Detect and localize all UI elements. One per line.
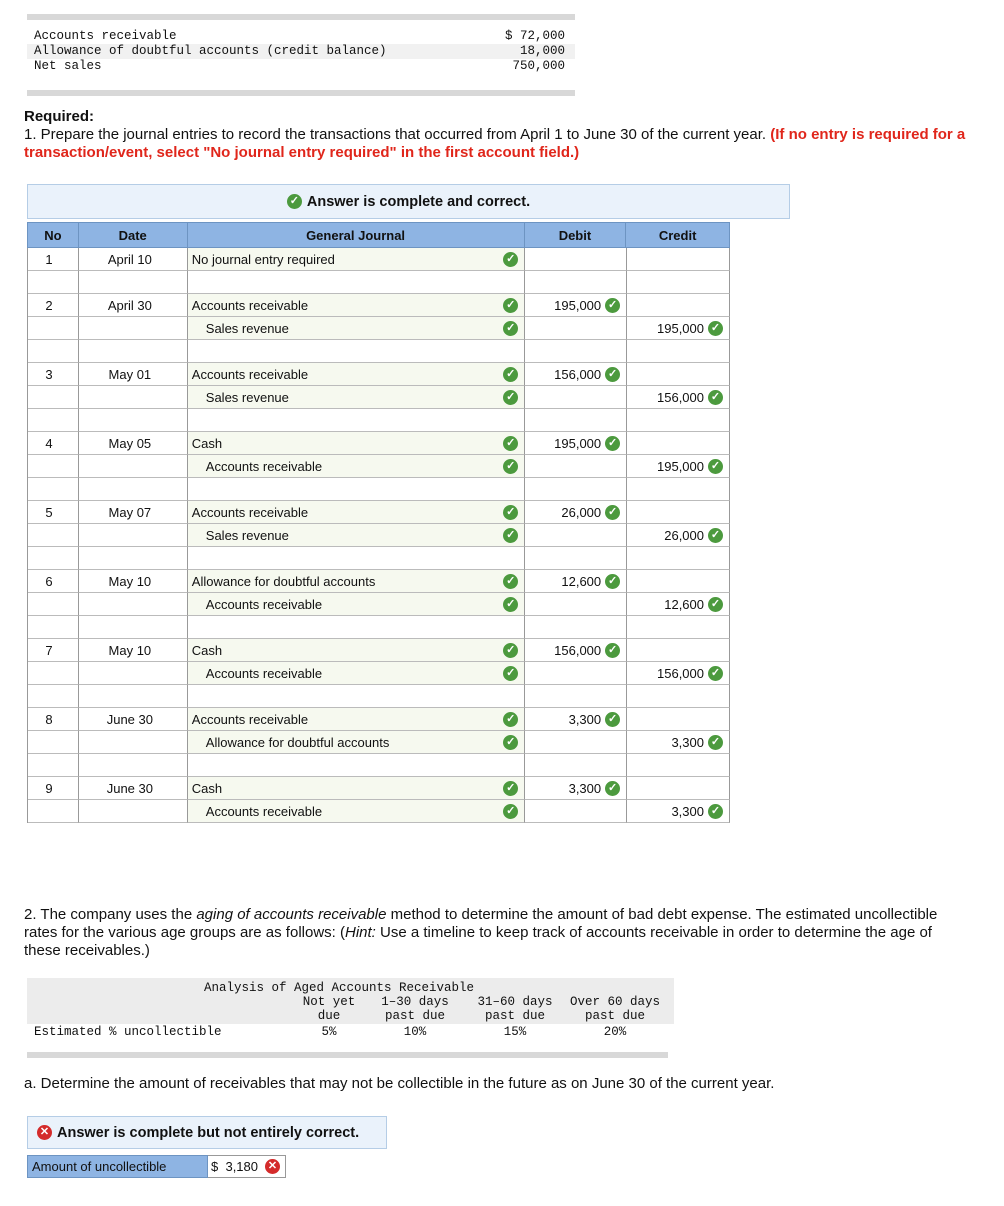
amount-value: 3,180 — [225, 1159, 259, 1174]
credit-input[interactable] — [627, 731, 730, 754]
blank-cell — [627, 271, 730, 294]
check-icon: ✓ — [503, 735, 518, 750]
row-date[interactable] — [79, 363, 188, 386]
blank-cell — [525, 754, 627, 777]
row-date[interactable] — [79, 800, 188, 823]
entry-date: May 01 — [108, 366, 152, 382]
entry-no: 5 — [45, 504, 53, 520]
header-no: No — [28, 223, 79, 247]
entry-date: June 30 — [106, 711, 153, 727]
row-no — [28, 731, 79, 754]
blank-cell — [188, 616, 526, 639]
check-icon: ✓ — [605, 643, 620, 658]
entry-date: April 10 — [107, 251, 152, 267]
debit-input[interactable] — [525, 455, 627, 478]
aging-column-header — [565, 995, 665, 1023]
check-icon: ✓ — [503, 666, 518, 681]
entry-no: 7 — [45, 642, 53, 658]
credit-value: 12,600 — [664, 596, 704, 612]
question-a: a. Determine the amount of receivables that may not be collectible in the future as on June 30 of the current year. — [24, 1075, 775, 1092]
check-icon: ✓ — [503, 252, 518, 267]
col-line2: past due — [384, 1009, 445, 1023]
amount-label: Amount of uncollectible — [27, 1155, 208, 1178]
credit-input[interactable] — [627, 501, 730, 524]
row-no — [28, 662, 79, 685]
entry-date: May 10 — [108, 642, 152, 658]
account-name: Sales revenue — [205, 527, 289, 543]
header-date: Date — [79, 223, 188, 247]
account-name: Cash — [191, 435, 223, 451]
part2-hint: Hint: — [345, 924, 376, 941]
debit-input[interactable] — [525, 501, 627, 524]
check-icon: ✓ — [503, 528, 518, 543]
header-general-journal: General Journal — [188, 223, 525, 247]
debit-input[interactable] — [525, 294, 627, 317]
balance-table — [27, 14, 575, 96]
entry-no: 8 — [45, 711, 53, 727]
check-icon: ✓ — [503, 643, 518, 658]
balance-row — [27, 29, 575, 44]
check-icon: ✓ — [605, 574, 620, 589]
credit-input[interactable] — [627, 317, 730, 340]
check-icon: ✓ — [708, 666, 723, 681]
aging-row-label: Estimated % uncollectible — [34, 1025, 222, 1039]
required-text: 1. Prepare the journal entries to record the transactions that occurred from April 1 to June 30 of the current year. — [24, 126, 771, 143]
amount-row — [27, 1155, 286, 1178]
credit-input[interactable] — [627, 639, 730, 662]
row-date[interactable] — [79, 639, 188, 662]
part2-after: Use a timeline to keep track of accounts receivable in order to determine the age of these receivables.) — [24, 924, 932, 959]
answer-partial-banner — [27, 1116, 387, 1149]
credit-input[interactable] — [627, 432, 730, 455]
account-name: Sales revenue — [205, 320, 289, 336]
check-icon: ✓ — [503, 367, 518, 382]
debit-input[interactable] — [525, 432, 627, 455]
aging-column-header — [365, 995, 465, 1023]
general-journal-table — [27, 222, 730, 823]
account-select[interactable] — [188, 386, 526, 409]
col-line2: past due — [584, 1009, 645, 1023]
balance-row — [27, 59, 575, 74]
credit-value: 3,300 — [671, 734, 704, 750]
entry-date: April 30 — [107, 297, 152, 313]
row-no — [28, 248, 79, 271]
row-no — [28, 455, 79, 478]
row-date[interactable] — [79, 524, 188, 547]
check-icon: ✓ — [708, 804, 723, 819]
blank-cell — [627, 340, 730, 363]
credit-value: 156,000 — [657, 665, 704, 681]
account-select[interactable] — [188, 524, 526, 547]
blank-cell — [188, 409, 526, 432]
debit-input[interactable] — [525, 731, 627, 754]
account-select[interactable] — [188, 455, 526, 478]
blank-cell — [525, 478, 627, 501]
debit-input[interactable] — [525, 662, 627, 685]
account-select[interactable] — [188, 570, 526, 593]
part2-italic1: aging of accounts receivable — [196, 906, 387, 923]
journal-row — [27, 294, 730, 317]
debit-value: 156,000 — [554, 366, 602, 382]
check-icon: ✓ — [503, 390, 518, 405]
row-no — [28, 639, 79, 662]
journal-row — [27, 317, 730, 340]
credit-value: 195,000 — [657, 320, 704, 336]
account-name: Cash — [191, 780, 223, 796]
journal-row — [27, 708, 730, 731]
check-icon: ✓ — [503, 781, 518, 796]
blank-cell — [79, 754, 188, 777]
entry-no: 4 — [45, 435, 53, 451]
journal-blank-row — [27, 478, 730, 501]
aging-rate: 5% — [321, 1025, 337, 1039]
account-select[interactable] — [188, 731, 526, 754]
entry-no: 3 — [45, 366, 53, 382]
debit-value: 12,600 — [561, 573, 602, 589]
aging-rate: 20% — [603, 1025, 627, 1039]
journal-blank-row — [27, 547, 730, 570]
blank-cell — [28, 271, 79, 294]
debit-value: 3,300 — [568, 711, 602, 727]
debit-value: 195,000 — [554, 435, 602, 451]
blank-cell — [79, 340, 188, 363]
col-line2: due — [317, 1009, 341, 1023]
debit-input[interactable] — [525, 524, 627, 547]
check-icon: ✓ — [708, 597, 723, 612]
credit-input[interactable] — [627, 386, 730, 409]
balance-label: Allowance of doubtful accounts (credit balance) — [34, 44, 387, 58]
row-date[interactable] — [79, 317, 188, 340]
balance-row — [27, 44, 575, 59]
blank-cell — [28, 547, 79, 570]
blank-cell — [28, 340, 79, 363]
blank-cell — [525, 271, 627, 294]
account-name: Accounts receivable — [191, 504, 309, 520]
blank-cell — [627, 478, 730, 501]
check-icon: ✓ — [605, 781, 620, 796]
part2-instructions — [24, 906, 964, 960]
debit-input[interactable] — [525, 386, 627, 409]
col-line2: past due — [484, 1009, 545, 1023]
debit-input[interactable] — [525, 248, 627, 271]
journal-blank-row — [27, 616, 730, 639]
blank-cell — [79, 685, 188, 708]
check-icon: ✓ — [503, 712, 518, 727]
check-icon: ✓ — [605, 505, 620, 520]
row-no — [28, 800, 79, 823]
account-select[interactable] — [188, 317, 526, 340]
journal-row — [27, 524, 730, 547]
required-note: (If no entry is required for a transaction/event, select "No journal entry required" in the first account field.) — [24, 126, 966, 161]
col-line1: 1–30 days — [381, 995, 449, 1009]
row-date[interactable] — [79, 593, 188, 616]
blank-cell — [79, 409, 188, 432]
aging-table — [27, 978, 668, 1058]
journal-row — [27, 777, 730, 800]
check-icon: ✓ — [708, 528, 723, 543]
account-select[interactable] — [188, 708, 526, 731]
journal-row — [27, 455, 730, 478]
check-icon: ✓ — [503, 298, 518, 313]
credit-input[interactable] — [627, 524, 730, 547]
credit-input[interactable] — [627, 662, 730, 685]
journal-row — [27, 386, 730, 409]
account-select[interactable] — [188, 593, 526, 616]
col-line1: 31–60 days — [477, 995, 553, 1009]
account-name: Accounts receivable — [205, 596, 323, 612]
required-label: Required: — [24, 108, 95, 125]
account-select[interactable] — [188, 363, 526, 386]
blank-cell — [79, 616, 188, 639]
row-date[interactable] — [79, 248, 188, 271]
check-icon: ✓ — [708, 459, 723, 474]
blank-cell — [627, 616, 730, 639]
account-select[interactable] — [188, 294, 526, 317]
account-select[interactable] — [188, 639, 526, 662]
blank-cell — [627, 409, 730, 432]
row-date[interactable] — [79, 708, 188, 731]
entry-date: May 05 — [108, 435, 152, 451]
blank-cell — [79, 271, 188, 294]
account-name: Accounts receivable — [191, 297, 309, 313]
aging-rate: 15% — [503, 1025, 527, 1039]
credit-input[interactable] — [627, 593, 730, 616]
journal-blank-row — [27, 271, 730, 294]
account-select[interactable] — [188, 662, 526, 685]
blank-cell — [188, 478, 526, 501]
row-no — [28, 501, 79, 524]
journal-blank-row — [27, 754, 730, 777]
blank-cell — [28, 409, 79, 432]
journal-row — [27, 248, 730, 271]
credit-value: 26,000 — [664, 527, 704, 543]
entry-no: 2 — [45, 297, 53, 313]
banner2-text: Answer is complete but not entirely correct. — [57, 1124, 360, 1141]
journal-row — [27, 363, 730, 386]
check-icon: ✓ — [605, 298, 620, 313]
credit-input[interactable] — [627, 800, 730, 823]
row-date[interactable] — [79, 455, 188, 478]
account-select[interactable] — [188, 800, 526, 823]
row-date[interactable] — [79, 662, 188, 685]
check-icon: ✓ — [287, 194, 302, 209]
row-date[interactable] — [79, 501, 188, 524]
check-icon: ✓ — [503, 574, 518, 589]
journal-row — [27, 639, 730, 662]
row-date[interactable] — [79, 570, 188, 593]
blank-cell — [188, 340, 526, 363]
answer-complete-banner — [27, 184, 790, 219]
account-name: No journal entry required — [191, 251, 335, 267]
blank-cell — [627, 754, 730, 777]
row-no — [28, 363, 79, 386]
blank-cell — [188, 685, 526, 708]
check-icon: ✓ — [605, 367, 620, 382]
part2-middle: method to determine the amount of bad debt expense. The estimated uncollectible rates for the various age groups are as follows: ( — [24, 906, 938, 941]
credit-input[interactable] — [627, 708, 730, 731]
credit-value: 3,300 — [671, 803, 704, 819]
check-icon: ✓ — [503, 804, 518, 819]
debit-input[interactable] — [525, 593, 627, 616]
entry-no: 1 — [45, 251, 53, 267]
blank-cell — [627, 547, 730, 570]
account-name: Accounts receivable — [205, 665, 323, 681]
row-date[interactable] — [79, 386, 188, 409]
check-icon: ✓ — [503, 597, 518, 612]
aging-column-header — [279, 995, 379, 1023]
entry-date: May 10 — [108, 573, 152, 589]
debit-input[interactable] — [525, 708, 627, 731]
debit-value: 156,000 — [554, 642, 602, 658]
credit-value: 195,000 — [657, 458, 704, 474]
credit-value: 156,000 — [657, 389, 704, 405]
row-no — [28, 570, 79, 593]
balance-label: Net sales — [34, 59, 102, 73]
journal-blank-row — [27, 685, 730, 708]
col-line1: Over 60 days — [569, 995, 660, 1009]
debit-input[interactable] — [525, 317, 627, 340]
aging-rate: 10% — [403, 1025, 427, 1039]
entry-date: June 30 — [106, 780, 153, 796]
journal-blank-row — [27, 340, 730, 363]
credit-input[interactable] — [627, 570, 730, 593]
journal-row — [27, 432, 730, 455]
account-name: Accounts receivable — [205, 458, 323, 474]
header-debit: Debit — [525, 223, 627, 247]
col-line1: Not yet — [302, 995, 356, 1009]
row-date[interactable] — [79, 777, 188, 800]
account-name: Allowance for doubtful accounts — [205, 734, 390, 750]
aging-title: Analysis of Aged Accounts Receivable — [204, 981, 475, 995]
blank-cell — [28, 754, 79, 777]
check-icon: ✓ — [503, 436, 518, 451]
row-no — [28, 593, 79, 616]
part2-before: 2. The company uses the — [24, 906, 197, 923]
required-instructions — [24, 108, 974, 162]
journal-row — [27, 593, 730, 616]
journal-row — [27, 570, 730, 593]
debit-input[interactable] — [525, 639, 627, 662]
check-icon: ✓ — [605, 712, 620, 727]
check-icon: ✓ — [708, 390, 723, 405]
blank-cell — [525, 547, 627, 570]
x-icon: ✕ — [37, 1125, 52, 1140]
account-name: Accounts receivable — [205, 803, 323, 819]
debit-input[interactable] — [525, 570, 627, 593]
blank-cell — [627, 685, 730, 708]
currency-symbol: $ — [211, 1159, 219, 1174]
check-icon: ✓ — [605, 436, 620, 451]
blank-cell — [79, 478, 188, 501]
balance-value: $ 72,000 — [504, 29, 565, 43]
journal-header — [27, 222, 730, 248]
blank-cell — [28, 685, 79, 708]
blank-cell — [188, 547, 526, 570]
blank-cell — [525, 616, 627, 639]
balance-value: 750,000 — [512, 59, 565, 73]
row-date[interactable] — [79, 294, 188, 317]
balance-value: 18,000 — [519, 44, 565, 58]
row-date[interactable] — [79, 432, 188, 455]
debit-input[interactable] — [525, 777, 627, 800]
account-select[interactable] — [188, 501, 526, 524]
row-no — [28, 524, 79, 547]
credit-input[interactable] — [627, 294, 730, 317]
check-icon: ✓ — [503, 321, 518, 336]
blank-cell — [28, 478, 79, 501]
debit-value: 26,000 — [561, 504, 602, 520]
x-icon: ✕ — [265, 1159, 280, 1174]
entry-no: 9 — [45, 780, 53, 796]
account-name: Sales revenue — [205, 389, 289, 405]
blank-cell — [79, 547, 188, 570]
debit-input[interactable] — [525, 363, 627, 386]
debit-value: 3,300 — [568, 780, 602, 796]
credit-input[interactable] — [627, 777, 730, 800]
balance-label: Accounts receivable — [34, 29, 177, 43]
debit-value: 195,000 — [554, 297, 602, 313]
debit-input[interactable] — [525, 800, 627, 823]
banner-text: Answer is complete and correct. — [306, 193, 531, 210]
account-select[interactable] — [188, 777, 526, 800]
account-name: Accounts receivable — [191, 366, 309, 382]
entry-no: 6 — [45, 573, 53, 589]
account-name: Accounts receivable — [191, 711, 309, 727]
check-icon: ✓ — [503, 459, 518, 474]
account-name: Cash — [191, 642, 223, 658]
row-no — [28, 432, 79, 455]
amount-input[interactable] — [208, 1155, 286, 1178]
account-select[interactable] — [188, 432, 526, 455]
entry-date: May 07 — [108, 504, 152, 520]
blank-cell — [525, 409, 627, 432]
check-icon: ✓ — [708, 735, 723, 750]
blank-cell — [525, 340, 627, 363]
journal-row — [27, 731, 730, 754]
journal-row — [27, 800, 730, 823]
account-select[interactable] — [188, 248, 526, 271]
journal-row — [27, 662, 730, 685]
journal-row — [27, 501, 730, 524]
blank-cell — [525, 685, 627, 708]
blank-cell — [28, 616, 79, 639]
check-icon: ✓ — [503, 505, 518, 520]
row-no — [28, 708, 79, 731]
row-no — [28, 386, 79, 409]
account-name: Allowance for doubtful accounts — [191, 573, 376, 589]
credit-input[interactable] — [627, 455, 730, 478]
row-no — [28, 294, 79, 317]
row-no — [28, 317, 79, 340]
journal-blank-row — [27, 409, 730, 432]
blank-cell — [188, 754, 526, 777]
aging-column-header — [465, 995, 565, 1023]
credit-input[interactable] — [627, 363, 730, 386]
header-credit: Credit — [658, 227, 697, 243]
credit-input[interactable] — [627, 248, 730, 271]
check-icon: ✓ — [708, 321, 723, 336]
row-date[interactable] — [79, 731, 188, 754]
blank-cell — [188, 271, 526, 294]
row-no — [28, 777, 79, 800]
